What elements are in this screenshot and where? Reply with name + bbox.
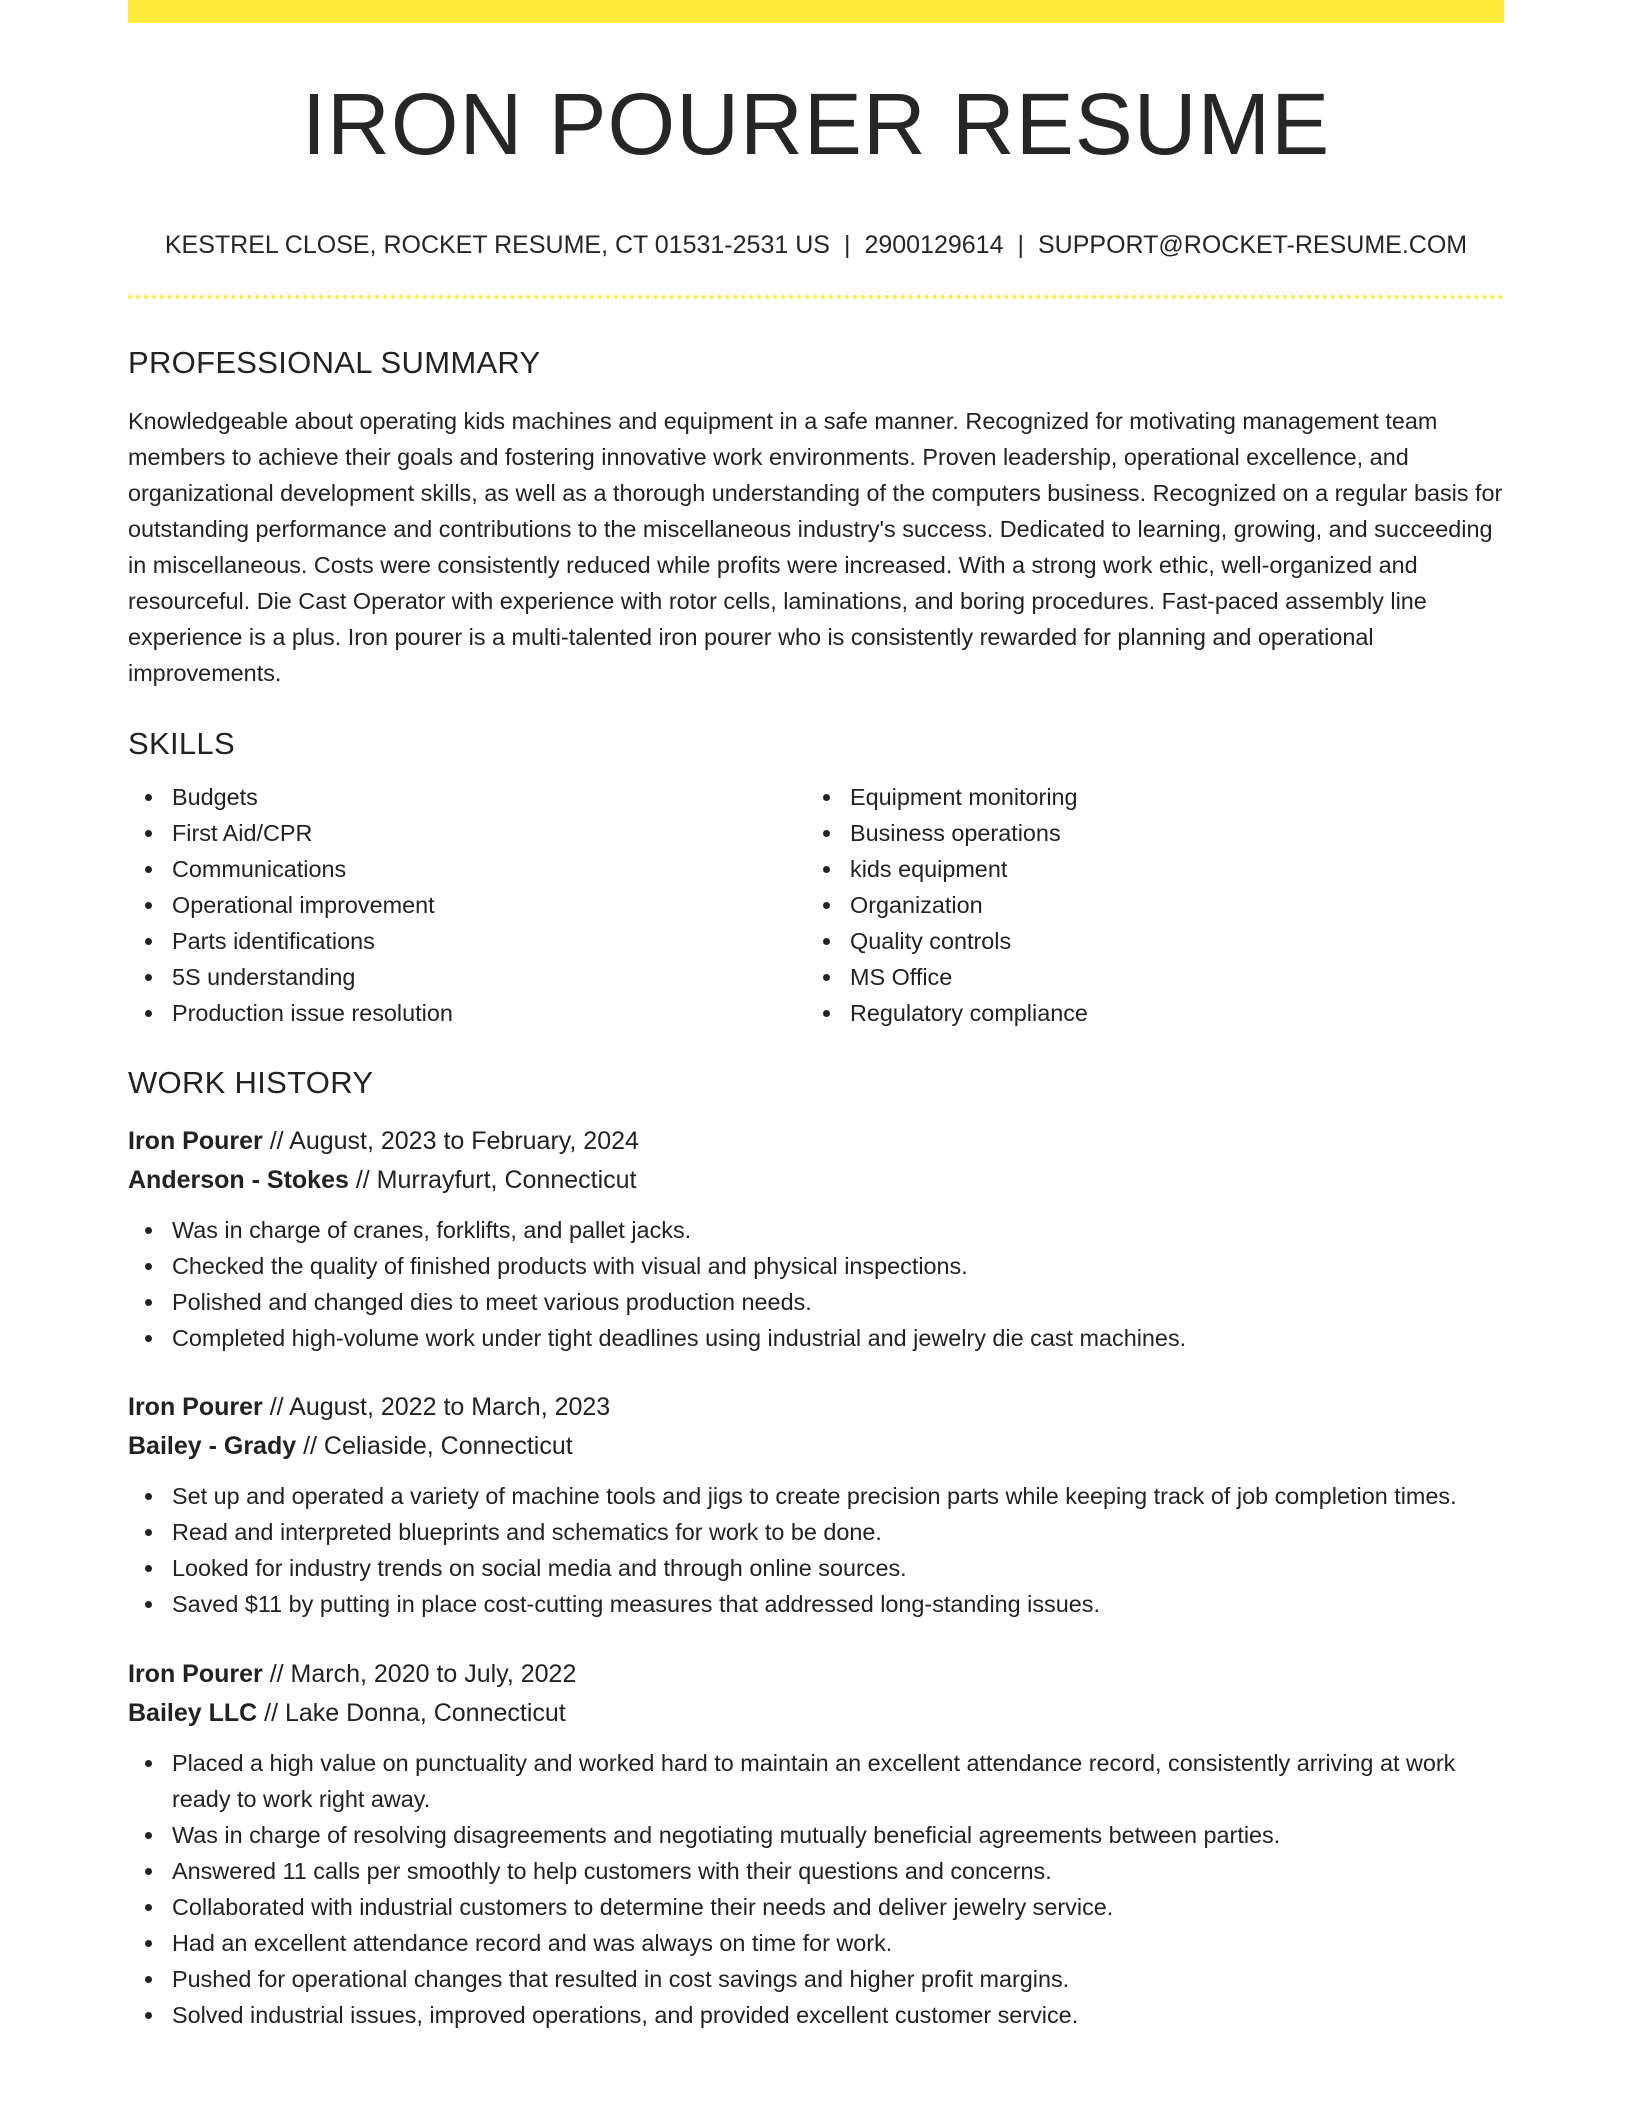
contact-line: [128, 233, 1504, 258]
resume-page: [128, 0, 1504, 2033]
job-bullet: Pushed for operational changes that resulted in cost savings and higher profit margins.: [128, 1961, 1504, 1997]
skill-item: Equipment monitoring: [806, 779, 1484, 815]
job-role-line: [128, 1655, 1504, 1694]
job-bullet: Collaborated with industrial customers to determine their needs and deliver jewelry service.: [128, 1889, 1504, 1925]
skill-item: Quality controls: [806, 923, 1484, 959]
job-company: Bailey - Grady: [128, 1432, 297, 1460]
job-company-line: [128, 1161, 1504, 1200]
skill-item: kids equipment: [806, 851, 1484, 887]
job-bullet: Answered 11 calls per smoothly to help customers with their questions and concerns.: [128, 1853, 1504, 1889]
job-role: Iron Pourer: [128, 1660, 263, 1688]
resume-title: IRON POURER RESUME: [301, 76, 1331, 173]
job-bullet: Checked the quality of finished products with visual and physical inspections.: [128, 1248, 1504, 1284]
skill-item: Business operations: [806, 815, 1484, 851]
job-entry: [128, 1122, 1504, 1356]
skill-item: 5S understanding: [128, 959, 806, 995]
summary-heading: PROFESSIONAL SUMMARY: [128, 345, 541, 380]
contact-phone: 2900129614: [864, 231, 1004, 259]
accent-bar: [128, 0, 1504, 23]
job-dates: // August, 2022 to March, 2023: [262, 1393, 611, 1421]
contact-separator: |: [1017, 231, 1024, 259]
job-bullet: Read and interpreted blueprints and schematics for work to be done.: [128, 1514, 1504, 1550]
job-bullet: Had an excellent attendance record and was always on time for work.: [128, 1925, 1504, 1961]
summary-text: Knowledgeable about operating kids machines and equipment in a safe manner. Recognized for motivating management team members to achieve their goals and fostering innovative work environments. Proven leadership, operational excellence, and organizational development skills, as well as a thorough understanding of the computers business. Recognized on a regular basis for outstanding performance and contributions to the miscellaneous industry's success. Dedicated to learning, growing, and succeeding in miscellaneous. Costs were consistently reduced while profits were increased. With a strong work ethic, well-organized and resourceful. Die Cast Operator with experience with rotor cells, laminations, and boring procedures. Fast-paced assembly line experience is a plus. Iron pourer is a multi-talented iron pourer who is consistently rewarded for planning and operational improvements.: [128, 408, 1503, 686]
skills-column-right: [806, 779, 1484, 1031]
work-history-heading: WORK HISTORY: [128, 1065, 374, 1100]
skill-item: Organization: [806, 887, 1484, 923]
job-bullet: Solved industrial issues, improved operations, and provided excellent customer service.: [128, 1997, 1504, 2033]
skills-heading: SKILLS: [128, 726, 235, 761]
contact-email: SUPPORT@ROCKET-RESUME.COM: [1037, 231, 1468, 259]
job-bullets: [128, 1478, 1504, 1622]
job-company: Bailey LLC: [128, 1699, 258, 1727]
job-role-line: [128, 1122, 1504, 1161]
job-company-line: [128, 1694, 1504, 1733]
skill-item: Operational improvement: [128, 887, 806, 923]
job-company: Anderson - Stokes: [128, 1166, 349, 1194]
job-role-line: [128, 1388, 1504, 1427]
job-location: // Murrayfurt, Connecticut: [348, 1166, 637, 1194]
skills-list: [128, 779, 1504, 1031]
job-bullet: Completed high-volume work under tight deadlines using industrial and jewelry die cast machines.: [128, 1320, 1504, 1356]
job-bullet: Polished and changed dies to meet various production needs.: [128, 1284, 1504, 1320]
contact-separator: |: [843, 231, 851, 259]
job-dates: // August, 2023 to February, 2024: [262, 1127, 639, 1155]
contact-address: KESTREL CLOSE, ROCKET RESUME, CT 01531-2531 US: [164, 231, 830, 259]
skill-item: Communications: [128, 851, 806, 887]
job-bullets: [128, 1212, 1504, 1356]
job-bullets: [128, 1745, 1504, 2033]
job-bullet: Was in charge of resolving disagreements and negotiating mutually beneficial agreements between parties.: [128, 1817, 1504, 1853]
skill-item: Parts identifications: [128, 923, 806, 959]
job-dates: // March, 2020 to July, 2022: [262, 1660, 577, 1688]
skill-item: MS Office: [806, 959, 1484, 995]
skill-item: Regulatory compliance: [806, 995, 1484, 1031]
job-role: Iron Pourer: [128, 1127, 263, 1155]
skill-item: Budgets: [128, 779, 806, 815]
job-entry: [128, 1655, 1504, 2033]
job-entry: [128, 1388, 1504, 1622]
skills-column-left: [128, 779, 806, 1031]
skill-item: Production issue resolution: [128, 995, 806, 1031]
skill-item: First Aid/CPR: [128, 815, 806, 851]
job-location: // Celiaside, Connecticut: [296, 1432, 573, 1460]
job-company-line: [128, 1427, 1504, 1466]
job-bullet: Looked for industry trends on social media and through online sources.: [128, 1550, 1504, 1586]
job-bullet: Set up and operated a variety of machine tools and jigs to create precision parts while keeping track of job completion times.: [128, 1478, 1504, 1514]
job-bullet: Placed a high value on punctuality and worked hard to maintain an excellent attendance record, consistently arriving at work ready to work right away.: [128, 1745, 1504, 1817]
job-location: // Lake Donna, Connecticut: [257, 1699, 566, 1727]
job-role: Iron Pourer: [128, 1393, 263, 1421]
dotted-divider: [128, 295, 1504, 299]
job-bullet: Saved $11 by putting in place cost-cutting measures that addressed long-standing issues.: [128, 1586, 1504, 1622]
job-bullet: Was in charge of cranes, forklifts, and pallet jacks.: [128, 1212, 1504, 1248]
